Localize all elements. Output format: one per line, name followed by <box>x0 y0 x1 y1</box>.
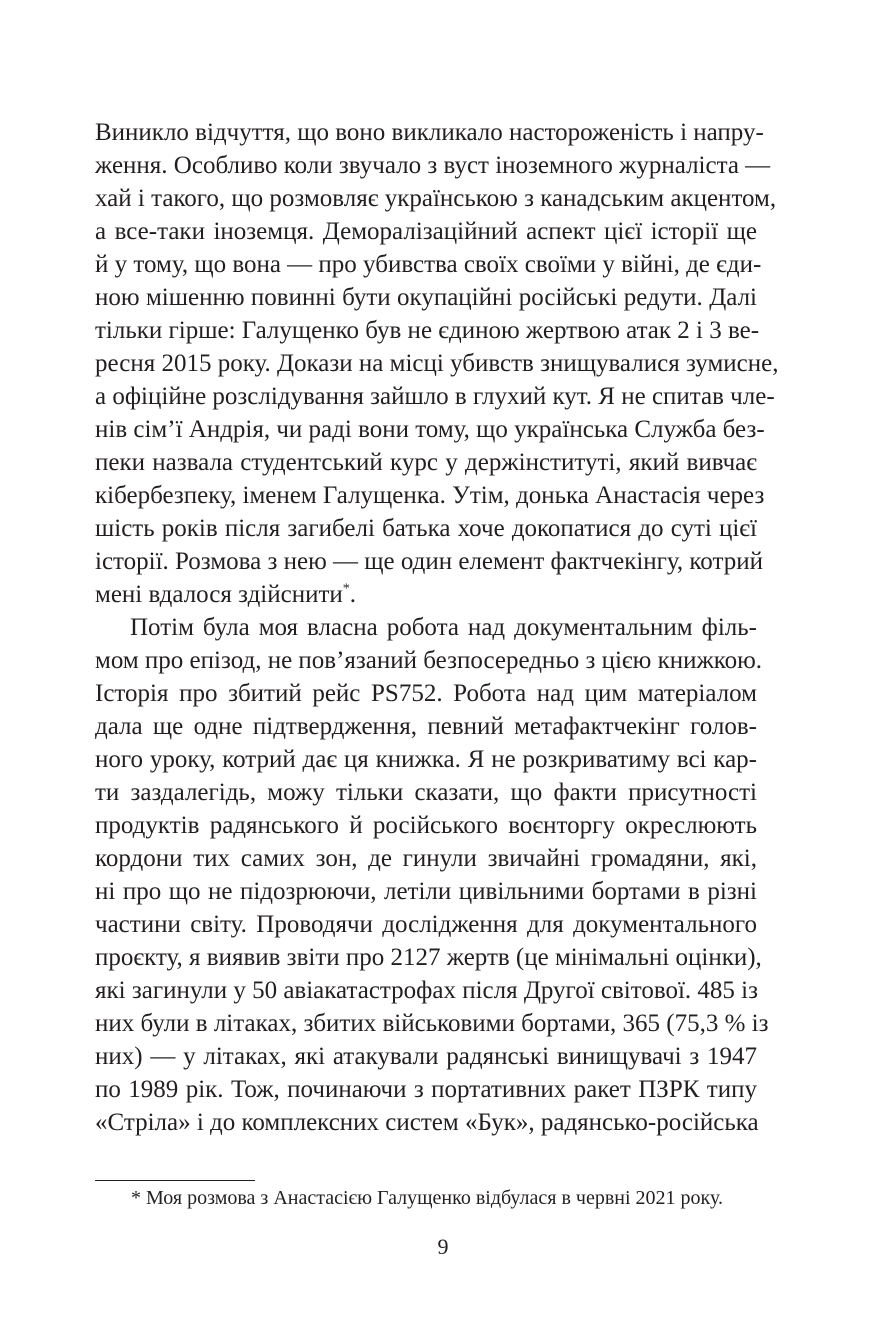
text-line: історії. Розмова з нею — ще один елемент фактчекінгу, котрий <box>95 548 763 575</box>
text-line: кордони тих самих зон, де гинули звичайні громадяни, які, <box>95 845 757 872</box>
text-line: по 1989 рік. Тож, починаючи з портативних ракет ПЗРК типу <box>95 1076 757 1103</box>
page-number: 9 <box>437 1234 449 1259</box>
text-line: ресня 2015 року. Докази на місці убивств знищувалися зумисне, <box>95 350 779 377</box>
text-line: які загинули у 50 авіакатастрофах після Другої світової. 485 із <box>95 977 758 1004</box>
text-line: Виникло відчуття, що воно викликало настороженість і напру- <box>95 119 764 146</box>
footnote-marker[interactable]: * <box>342 581 350 597</box>
text-line: ти заздалегідь, можу тільки сказати, що факти присутності <box>95 779 757 806</box>
text-line: хай і такого, що розмовляє українською з канадським акцентом, <box>95 185 777 212</box>
text-line: й у тому, що вона — про убивства своїх своїми у війні, де єди- <box>95 251 762 278</box>
text-line: а все-таки іноземця. Деморалізаційний аспект цієї історії ще <box>95 218 757 245</box>
text-line: «Стріла» і до комплексних систем «Бук», радянсько-російська <box>95 1109 759 1136</box>
text-line: пеки назвала студентський курс у держінституті, який вивчає <box>95 449 757 476</box>
text-line: ного уроку, котрий дає ця книжка. Я не розкриватиму всі кар- <box>95 746 757 773</box>
text-line: Історія про збитий рейс PS752. Робота над цим матеріалом <box>95 680 757 707</box>
text-line: частини світу. Проводячи дослідження для документального <box>95 911 757 938</box>
text-line: продуктів радянського й російського воєнторгу окреслюють <box>95 812 757 839</box>
text-line: ні про що не підозрюючи, летіли цивільними бортами в різні <box>95 878 757 905</box>
text-line: ження. Особливо коли звучало з вуст іноземного журналіста — <box>95 152 771 179</box>
text-line: шість років після загибелі батька хоче докопатися до суті цієї <box>95 515 757 542</box>
text-line: тільки гірше: Галущенко був не єдиною жертвою атак 2 і 3 ве- <box>95 317 760 344</box>
text-line: них) — у літаках, які атакували радянські винищувачі з 1947 <box>95 1043 757 1070</box>
text-line <box>95 578 757 611</box>
text-line: мом про епізод, не пов’язаний безпосередньо з цією книжкою. <box>95 647 763 674</box>
period: . <box>349 581 357 608</box>
text-line: кібербезпеку, іменем Галущенка. Утім, донька Анастасія через <box>95 482 765 509</box>
footnote: * Моя розмова з Анастасією Галущенко відбулася в червні 2021 року. <box>131 1187 723 1209</box>
text-line: Потім була моя власна робота над документальним філь- <box>130 614 757 641</box>
text-line: проєкту, я виявив звіти про 2127 жертв (це мінімальні оцінки), <box>95 944 762 971</box>
text-line: дала ще одне підтвердження, певний метафактчекінг голов- <box>95 713 757 740</box>
text-line: них були в літаках, збитих військовими бортами, 365 (75,3 % із <box>95 1010 769 1037</box>
text-line-content: мені вдалося здійснити <box>95 581 343 608</box>
footnote-divider <box>95 1180 255 1181</box>
text-line: ною мішенню повинні бути окупаційні російські редути. Далі <box>95 284 757 311</box>
text-line: а офіційне розслідування зайшло в глухий кут. Я не спитав чле- <box>95 383 775 410</box>
text-line: нів сім’ї Андрія, чи раді вони тому, що українська Служба без- <box>95 416 765 443</box>
